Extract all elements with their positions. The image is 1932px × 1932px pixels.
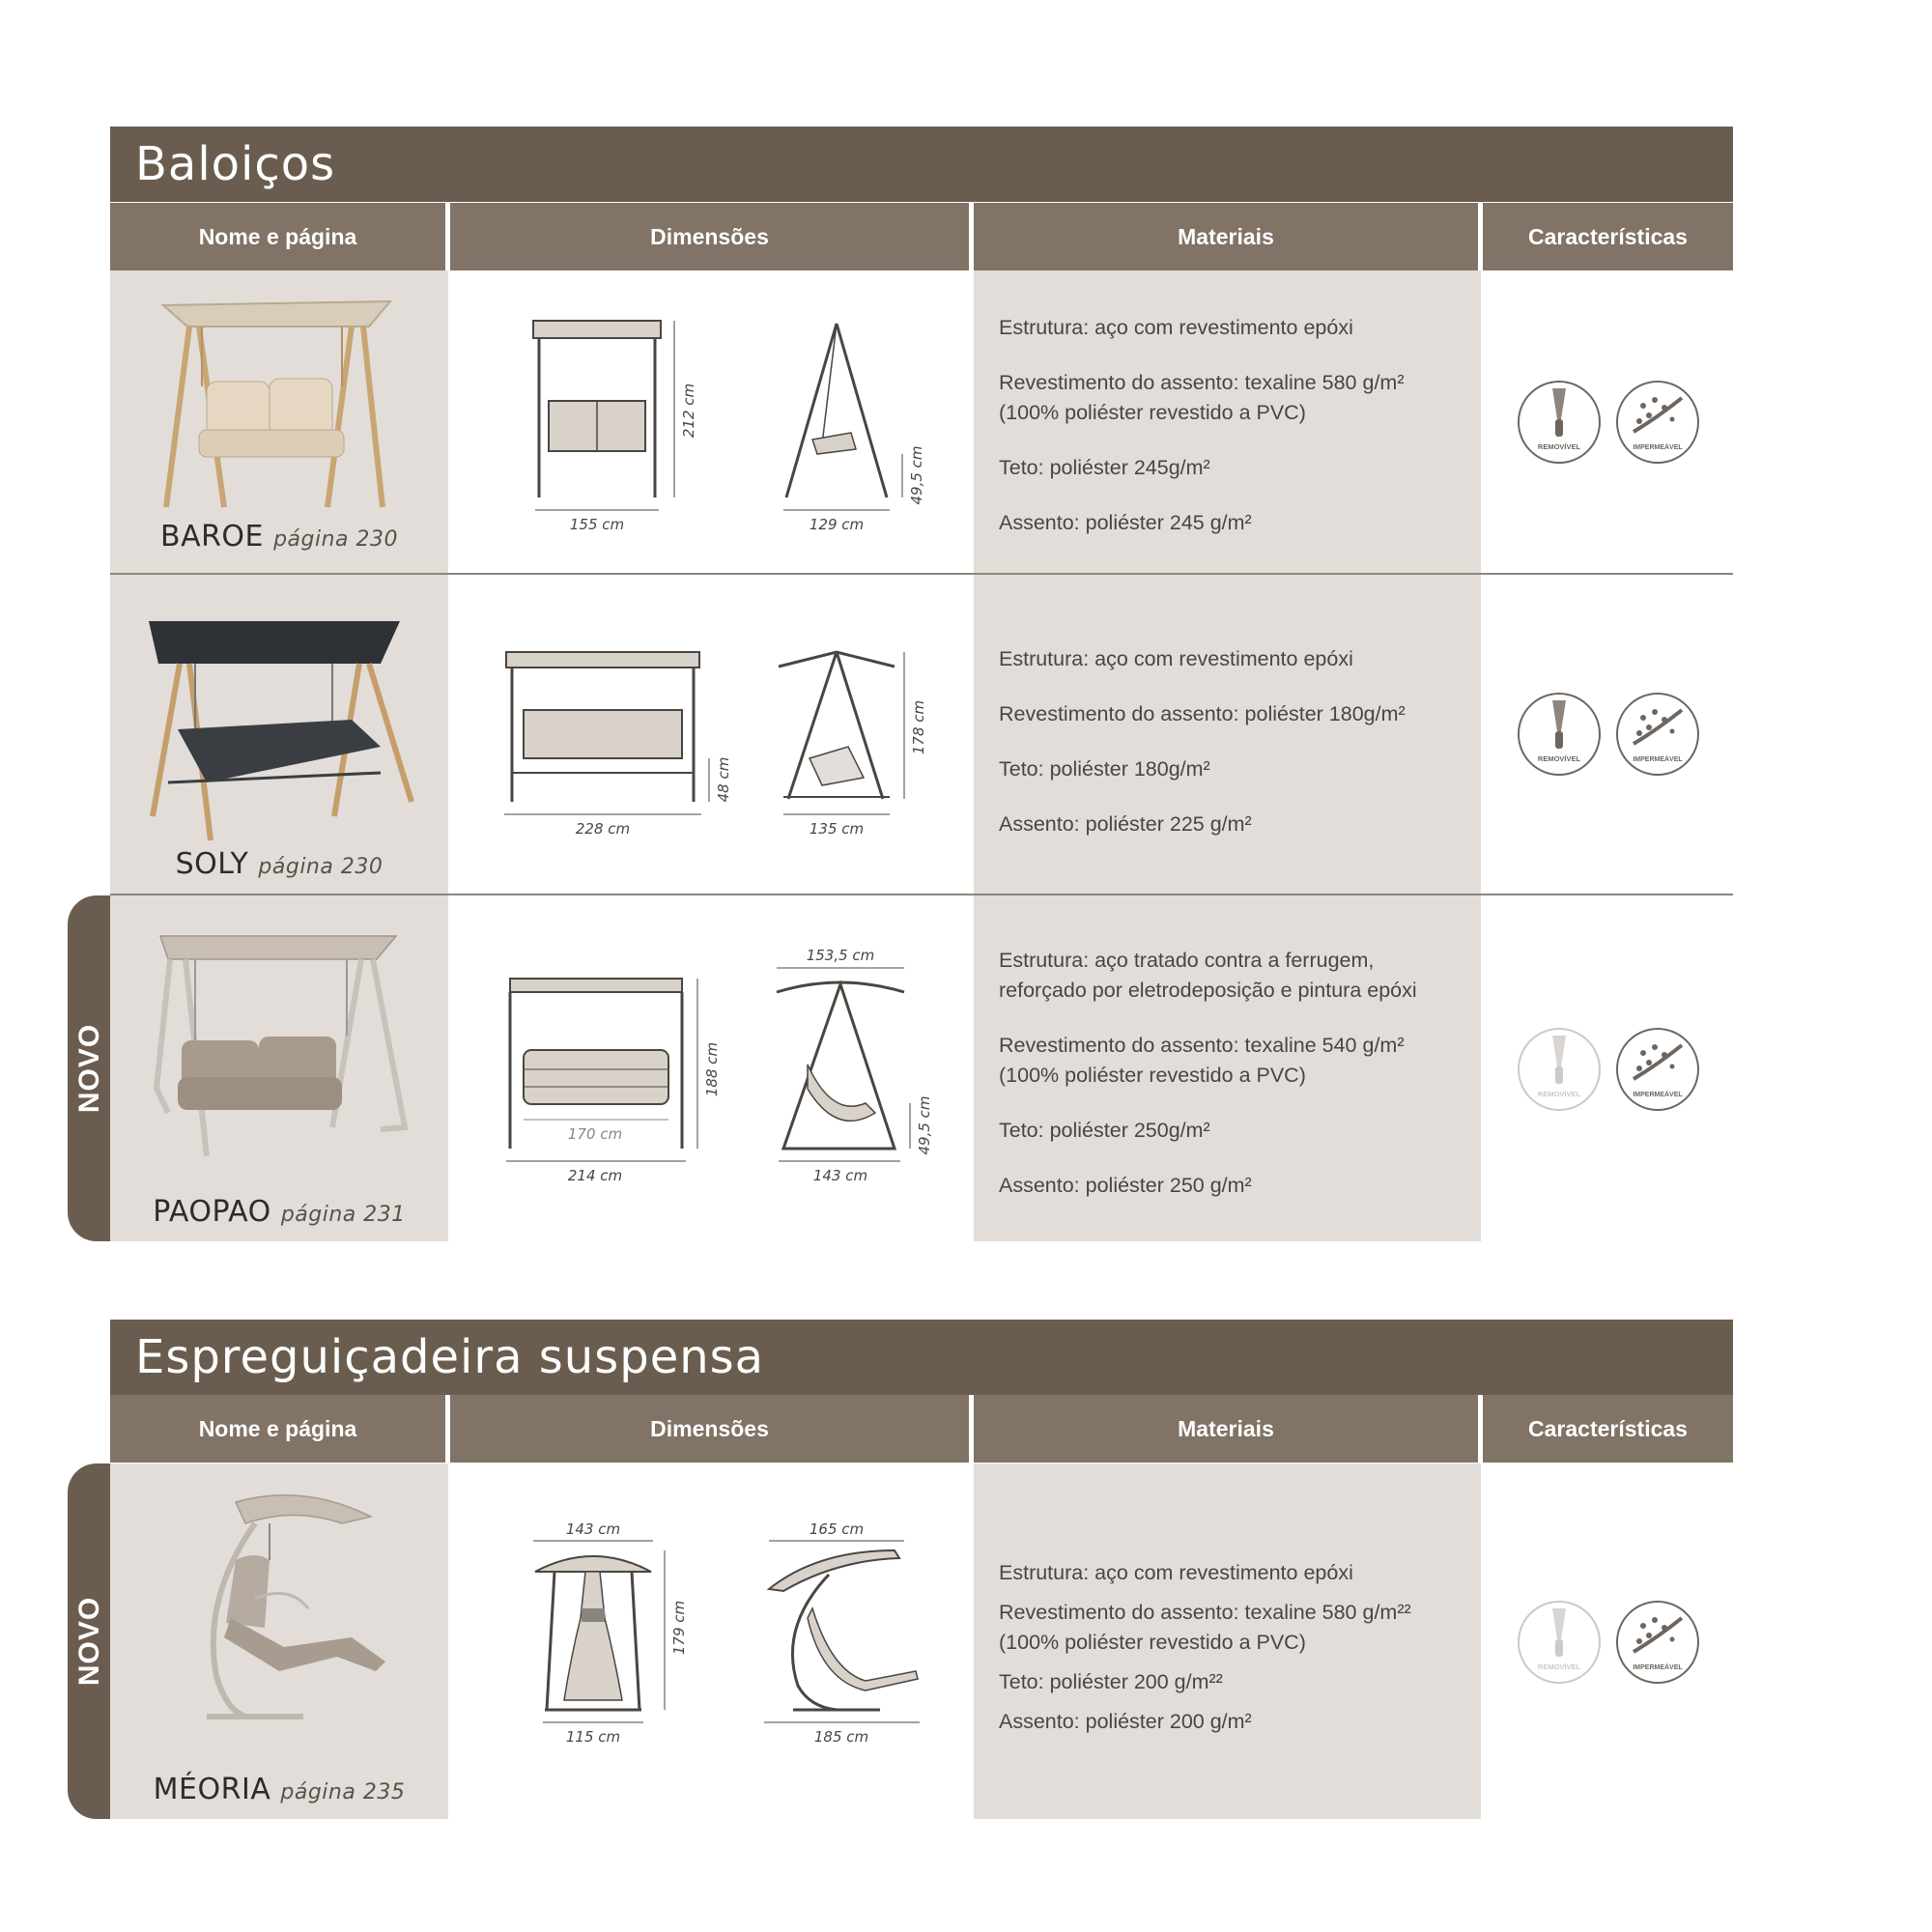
- product-page: página 230: [258, 855, 384, 879]
- dim-top-width: 153,5 cm: [806, 947, 875, 964]
- material-line: Assento: poliéster 200 g/m²: [999, 1710, 1252, 1733]
- dim-width: 228 cm: [575, 820, 631, 838]
- header-name: Nome e página: [110, 1395, 445, 1463]
- material-line: Estrutura: aço com revestimento epóxi: [999, 1561, 1353, 1584]
- product-name-meoria: [110, 1773, 448, 1806]
- product-cell-meoria: [110, 1463, 448, 1819]
- dimensions-cell-soly: [450, 575, 969, 894]
- product-name: BAROE: [159, 520, 265, 554]
- removable-zipper-icon: [1516, 1026, 1603, 1113]
- material-line: Assento: poliéster 250 g/m²: [999, 1174, 1252, 1197]
- icon-label: REMOVÍVEL: [1537, 1090, 1581, 1098]
- dim-seat-height: 49,5 cm: [908, 445, 925, 505]
- header-features: Características: [1483, 1395, 1733, 1463]
- materials-cell-paopao: [974, 895, 1481, 1241]
- product-cell-soly: [110, 575, 448, 894]
- materials-cell-baroe: [974, 270, 1481, 573]
- materials-cell-soly: [974, 575, 1481, 894]
- waterproof-drops-icon: [1614, 691, 1701, 778]
- material-line: (100% poliéster revestido a PVC): [999, 1064, 1306, 1087]
- material-line: Revestimento do assento: texaline 540 g/m²: [999, 1034, 1405, 1057]
- dimensions-cell-paopao: [450, 895, 969, 1241]
- dim-seat-height: 49,5 cm: [916, 1095, 933, 1155]
- product-name: MÉORIA: [153, 1773, 271, 1806]
- removable-zipper-icon: [1516, 691, 1603, 778]
- header-dimensions: Dimensões: [450, 203, 969, 270]
- dim-depth: 185 cm: [813, 1728, 869, 1746]
- material-line: Teto: poliéster 200 g/m²²: [999, 1670, 1223, 1693]
- product-name: PAOPAO: [153, 1195, 271, 1229]
- material-line: reforçado por eletrodeposição e pintura epóxi: [999, 979, 1417, 1002]
- meoria-photo: [110, 1463, 448, 1753]
- product-name-baroe: [110, 520, 448, 554]
- dimensions-cell-meoria: [450, 1463, 969, 1819]
- dim-height: 212 cm: [680, 383, 697, 439]
- material-line: Teto: poliéster 245g/m²: [999, 456, 1210, 479]
- header-features: Características: [1483, 203, 1733, 270]
- dim-canopy-width: 143 cm: [565, 1520, 621, 1538]
- material-line: Teto: poliéster 180g/m²: [999, 757, 1210, 781]
- features-cell-soly: [1483, 575, 1733, 894]
- materials-list: [999, 946, 1462, 1226]
- materials-list: [999, 1558, 1462, 1747]
- header-dimensions: Dimensões: [450, 1395, 969, 1463]
- dim-base-width: 115 cm: [565, 1728, 621, 1746]
- material-line: Assento: poliéster 245 g/m²: [999, 511, 1252, 534]
- product-page: página 230: [273, 527, 398, 552]
- waterproof-drops-icon: [1614, 379, 1701, 466]
- header-name: Nome e página: [110, 203, 445, 270]
- soly-dimension-drawing: [450, 575, 969, 894]
- icon-label: IMPERMEÁVEL: [1633, 1092, 1683, 1098]
- material-line: (100% poliéster revestido a PVC): [999, 401, 1306, 424]
- icon-label: IMPERMEÁVEL: [1633, 444, 1683, 451]
- meoria-dimension-drawing: [450, 1463, 969, 1819]
- icon-label: IMPERMEÁVEL: [1633, 756, 1683, 763]
- material-line: Revestimento do assento: texaline 580 g/m²: [999, 371, 1405, 394]
- novo-badge: NOVO: [68, 895, 112, 1241]
- product-name: SOLY: [175, 847, 249, 881]
- removable-zipper-icon: [1516, 1599, 1603, 1686]
- features-cell-baroe: [1483, 270, 1733, 573]
- section-title-espreguicadeira: Espreguiçadeira suspensa: [110, 1320, 1733, 1395]
- header-materials: Materiais: [974, 1395, 1478, 1463]
- material-line: Estrutura: aço com revestimento epóxi: [999, 647, 1353, 670]
- materials-cell-meoria: [974, 1463, 1481, 1819]
- product-name-paopao: [110, 1195, 448, 1229]
- dim-height: 178 cm: [910, 699, 927, 755]
- dim-seat-width: 170 cm: [567, 1125, 623, 1143]
- dim-width: 155 cm: [569, 516, 625, 533]
- dim-depth: 135 cm: [809, 820, 865, 838]
- icon-label: REMOVÍVEL: [1537, 1662, 1581, 1671]
- features-cell-meoria: [1483, 1463, 1733, 1819]
- material-line: (100% poliéster revestido a PVC): [999, 1631, 1306, 1654]
- removable-zipper-icon: [1516, 379, 1603, 466]
- dim-width: 214 cm: [567, 1167, 623, 1184]
- novo-badge: NOVO: [68, 1463, 112, 1819]
- baroe-dimension-drawing: [450, 270, 969, 573]
- icon-label: REMOVÍVEL: [1537, 442, 1581, 451]
- product-cell-paopao: [110, 895, 448, 1241]
- section-title-baloicos: Baloiços: [110, 127, 1733, 202]
- product-name-soly: [110, 847, 448, 881]
- dimensions-cell-baroe: [450, 270, 969, 573]
- dim-height: 179 cm: [670, 1600, 688, 1656]
- product-cell-baroe: [110, 270, 448, 573]
- dim-depth: 129 cm: [809, 516, 865, 533]
- dim-canopy-depth: 165 cm: [809, 1520, 865, 1538]
- material-line: Revestimento do assento: texaline 580 g/m²²: [999, 1601, 1411, 1624]
- product-page: página 231: [280, 1203, 406, 1227]
- waterproof-drops-icon: [1614, 1026, 1701, 1113]
- material-line: Assento: poliéster 225 g/m²: [999, 812, 1252, 836]
- dim-seat-height: 48 cm: [715, 756, 732, 803]
- features-cell-paopao: [1483, 895, 1733, 1241]
- material-line: Teto: poliéster 250g/m²: [999, 1119, 1210, 1142]
- material-line: Estrutura: aço tratado contra a ferrugem,: [999, 949, 1375, 972]
- header-materials: Materiais: [974, 203, 1478, 270]
- baroe-photo: [110, 270, 448, 512]
- paopao-photo: [110, 895, 448, 1185]
- material-line: Revestimento do assento: poliéster 180g/m²: [999, 702, 1406, 725]
- waterproof-drops-icon: [1614, 1599, 1701, 1686]
- materials-list: [999, 644, 1462, 865]
- materials-list: [999, 313, 1462, 563]
- material-line: Estrutura: aço com revestimento epóxi: [999, 316, 1353, 339]
- product-page: página 235: [280, 1780, 406, 1804]
- soly-photo: [110, 575, 448, 845]
- icon-label: IMPERMEÁVEL: [1633, 1664, 1683, 1671]
- paopao-dimension-drawing: [450, 895, 969, 1241]
- dim-depth: 143 cm: [812, 1167, 868, 1184]
- icon-label: REMOVÍVEL: [1537, 754, 1581, 763]
- dim-height: 188 cm: [703, 1041, 721, 1097]
